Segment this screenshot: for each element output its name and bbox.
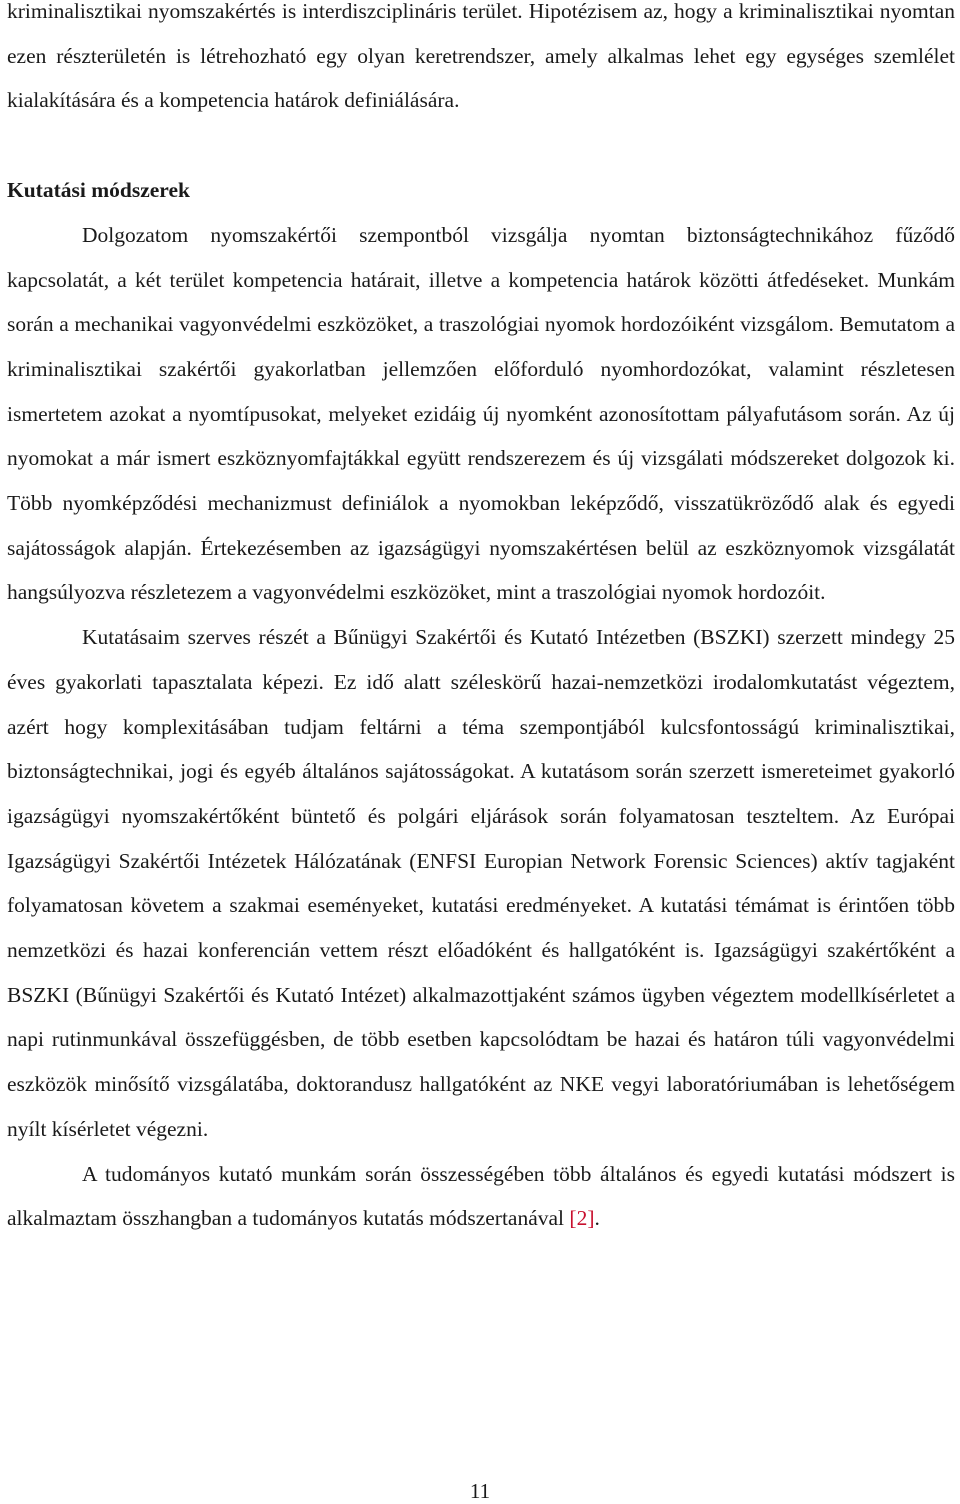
document-page: [7, 0, 955, 1241]
body-paragraph-1: Dolgozatom nyomszakértői szempontból vizsgálja nyomtan biztonságtechnikához fűződő kapcsolatát, a két terület kompetencia határait, illetve a kompetencia határok közötti átfedéseket. Munkám során a mechanikai vagyonvédelmi eszközöket, a traszológiai nyomok hordozóiként vizsgálom. Bemutatom a kriminalisztikai szakértői gyakorlatban jellemzően előforduló nyomhordozókat, valamint részletesen ismertetem azokat a nyomtípusokat, melyeket ezidáig új nyomként azonosítottam pályafutásom során. Az új nyomokat a már ismert eszköznyomfajtákkal együtt rendszerezem és új vizsgálati módszereket dolgozok ki. Több nyomképződési mechanizmust definiálok a nyomokban leképződő, visszatükröződő alak és egyedi sajátosságok alapján. Értekezésemben az igazságügyi nyomszakértésen belül az eszköznyomok vizsgálatát hangsúlyozva részletezem a vagyonvédelmi eszközöket, mint a traszológiai nyomok hordozóit.: [7, 222, 955, 605]
paragraph-3-text: A tudományos kutató munkám során összességében több általános és egyedi kutatási módszert is alkalmaztam összhangban a tudományos kutatás módszertanával: [7, 1161, 955, 1231]
paragraph-3-end: .: [594, 1206, 600, 1231]
section-heading: Kutatási módszerek: [7, 178, 190, 203]
page-number: 11: [469, 1479, 491, 1503]
body-paragraph-3: [7, 1152, 955, 1241]
intro-paragraph: kriminalisztikai nyomszakértés is interdiszciplináris terület. Hipotézisem az, hogy a kriminalisztikai nyomtan ezen részterületén is létrehozható egy olyan keretrendszer, amely alkalmas lehet egy egységes szemlélet kialakítására és a kompetencia határok definiálására.: [7, 0, 955, 113]
citation-reference-link[interactable]: [2]: [569, 1206, 595, 1231]
body-paragraph-2: Kutatásaim szerves részét a Bűnügyi Szakértői és Kutató Intézetben (BSZKI) szerzett mindegy 25 éves gyakorlati tapasztalata képezi. Ez idő alatt széleskörű hazai-nemzetközi irodalomkutatást végeztem, azért hogy komplexitásában tudjam feltárni a téma szempontjából kulcsfontosságú kriminalisztikai, biztonságtechnikai, jogi és egyéb általános sajátosságokat. A kutatásom során szerzett ismereteimet gyakorló igazságügyi nyomszakértőként büntető és polgári eljárások során folyamatosan teszteltem. Az Európai Igazságügyi Szakértői Intézetek Hálózatának (ENFSI Europian Network Forensic Sciences) aktív tagjaként folyamatosan követem a szakmai eseményeket, kutatási eredményeket. A kutatási témámat is érintően több nemzetközi és hazai konferencián vettem részt előadóként és hallgatóként is. Igazságügyi szakértőként a BSZKI (Bűnügyi Szakértői és Kutató Intézet) alkalmazottjaként számos ügyben végeztem modellkísérletet a napi rutinmunkával összefüggésben, de több esetben kapcsolódtam be hazai és határon túli vagyonvédelmi eszközök minősítő vizsgálatába, doktorandusz hallgatóként az NKE vegyi laboratóriumában is lehetőségem nyílt kísérletet végezni.: [7, 625, 955, 1141]
